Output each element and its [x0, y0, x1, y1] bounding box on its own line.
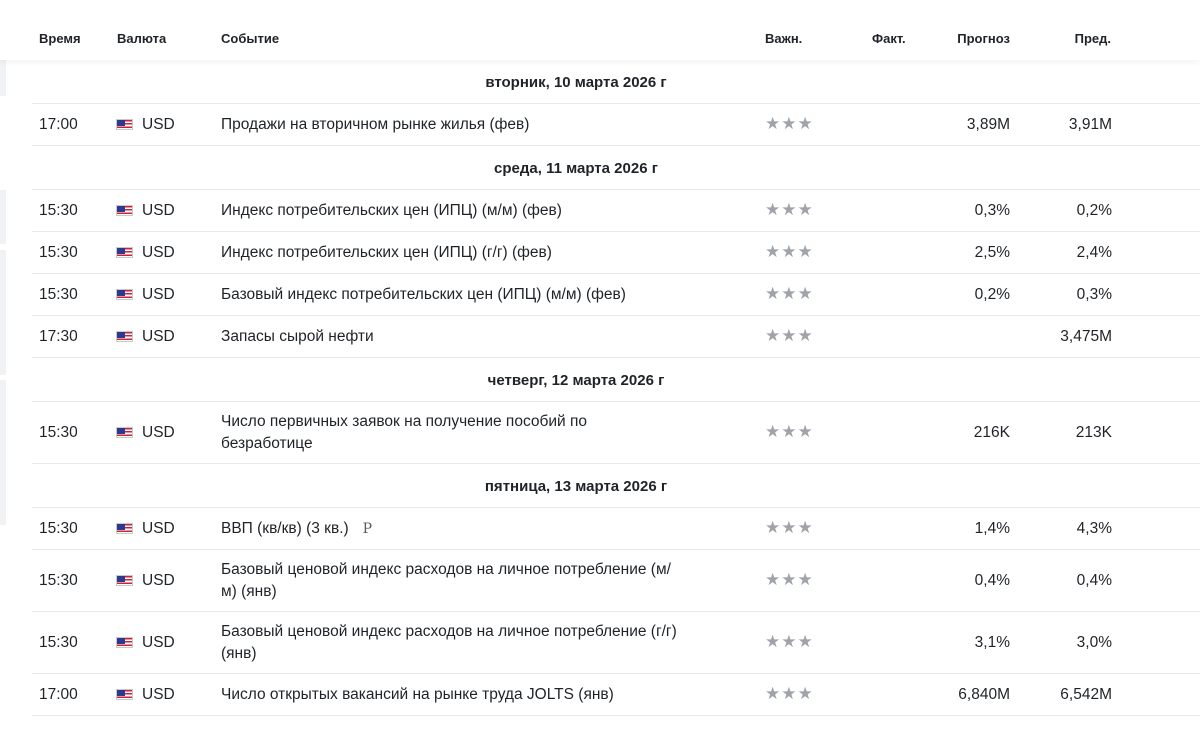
- left-edge-segment: [0, 250, 6, 375]
- event-previous: 3,91M: [1068, 116, 1112, 133]
- event-currency: USD: [142, 116, 175, 133]
- column-header-importance[interactable]: Важн.: [765, 31, 803, 46]
- table-row[interactable]: [32, 274, 1200, 316]
- event-time: 15:30: [39, 520, 78, 537]
- us-flag-icon: [116, 424, 133, 442]
- event-time: 15:30: [39, 634, 78, 651]
- day-header-row: [32, 146, 1200, 190]
- event-currency: USD: [142, 424, 175, 441]
- event-time: 15:30: [39, 286, 78, 303]
- us-flag-icon: [116, 244, 133, 262]
- event-time: 15:30: [39, 202, 78, 219]
- event-currency: USD: [142, 520, 175, 537]
- us-flag-icon: [116, 328, 133, 346]
- us-flag-icon: [116, 686, 133, 704]
- event-title[interactable]: Продажи на вторичном рынке жилья (фев): [221, 116, 530, 133]
- importance-stars-icon: ★★★: [765, 422, 814, 441]
- table-row[interactable]: [32, 550, 1200, 612]
- event-previous: 3,0%: [1076, 634, 1112, 651]
- event-title-group[interactable]: [221, 520, 372, 538]
- column-header-forecast[interactable]: Прогноз: [957, 31, 1010, 46]
- importance-stars-icon: ★★★: [765, 242, 814, 261]
- event-title[interactable]: Базовый ценовой индекс расходов на личное потребление (м/м) (янв): [221, 561, 671, 600]
- column-header-previous[interactable]: Пред.: [1074, 31, 1111, 46]
- day-label: среда, 11 марта 2026 г: [494, 160, 658, 177]
- us-flag-icon: [116, 286, 133, 304]
- importance-stars-icon: ★★★: [765, 684, 814, 703]
- day-label: пятница, 13 марта 2026 г: [484, 478, 668, 495]
- event-time: 15:30: [39, 424, 78, 441]
- importance-stars-icon: ★★★: [765, 114, 814, 133]
- table-row[interactable]: [32, 232, 1200, 274]
- event-title[interactable]: Число открытых вакансий на рынке труда JOLTS (янв): [221, 686, 614, 703]
- event-forecast: 3,1%: [974, 634, 1010, 651]
- preliminary-mark: P: [362, 521, 373, 537]
- event-currency: USD: [142, 572, 175, 589]
- event-forecast: 0,2%: [974, 286, 1010, 303]
- us-flag-icon: [116, 116, 133, 134]
- event-currency: USD: [142, 244, 175, 261]
- importance-stars-icon: ★★★: [765, 570, 814, 589]
- event-currency: USD: [142, 328, 175, 345]
- day-label: вторник, 10 марта 2026 г: [485, 74, 667, 91]
- event-currency: USD: [142, 202, 175, 219]
- us-flag-icon: [116, 520, 133, 538]
- event-forecast: 216K: [973, 424, 1010, 441]
- importance-stars-icon: ★★★: [765, 326, 814, 345]
- importance-stars-icon: ★★★: [765, 200, 814, 219]
- event-time: 15:30: [39, 572, 78, 589]
- event-currency: USD: [142, 686, 175, 703]
- event-forecast: 3,89M: [966, 116, 1010, 133]
- left-edge-segment: [0, 190, 6, 244]
- event-previous: 3,475M: [1060, 328, 1112, 345]
- event-forecast: 0,4%: [974, 572, 1010, 589]
- event-title[interactable]: Индекс потребительских цен (ИПЦ) (м/м) (фев): [221, 202, 562, 219]
- day-header-row: [32, 358, 1200, 402]
- table-row[interactable]: [32, 316, 1200, 358]
- event-previous: 0,4%: [1076, 572, 1112, 589]
- column-header-event[interactable]: Событие: [221, 31, 280, 46]
- day-label: четверг, 12 марта 2026 г: [487, 372, 665, 389]
- table-row[interactable]: [32, 402, 1200, 464]
- event-currency: USD: [142, 634, 175, 651]
- calendar-table-body: [32, 60, 1200, 716]
- table-row[interactable]: [32, 674, 1200, 716]
- importance-stars-icon: ★★★: [765, 518, 814, 537]
- event-previous: 0,3%: [1076, 286, 1112, 303]
- column-header-time[interactable]: Время: [39, 31, 81, 46]
- event-previous: 2,4%: [1076, 244, 1112, 261]
- event-previous: 0,2%: [1076, 202, 1112, 219]
- event-forecast: 2,5%: [974, 244, 1010, 261]
- event-time: 17:00: [39, 686, 78, 703]
- event-time: 17:30: [39, 328, 78, 345]
- us-flag-icon: [116, 202, 133, 220]
- event-forecast: 6,840M: [958, 686, 1010, 703]
- event-title[interactable]: Базовый индекс потребительских цен (ИПЦ) (м/м) (фев): [221, 286, 626, 303]
- day-header-row: [32, 60, 1200, 104]
- event-time: 17:00: [39, 116, 78, 133]
- left-edge-segment: [0, 380, 6, 525]
- importance-stars-icon: ★★★: [765, 284, 814, 303]
- table-row[interactable]: [32, 508, 1200, 550]
- event-title[interactable]: ВВП (кв/кв) (3 кв.): [221, 520, 349, 537]
- day-header-row: [32, 464, 1200, 508]
- column-header-actual[interactable]: Факт.: [872, 31, 906, 46]
- importance-stars-icon: ★★★: [765, 632, 814, 651]
- left-edge-strip: [0, 0, 6, 733]
- event-title[interactable]: Запасы сырой нефти: [221, 328, 374, 345]
- event-time: 15:30: [39, 244, 78, 261]
- event-previous: 213K: [1075, 424, 1112, 441]
- event-title[interactable]: Число первичных заявок на получение пособий по безработице: [221, 413, 587, 452]
- event-currency: USD: [142, 286, 175, 303]
- table-row[interactable]: [32, 612, 1200, 674]
- column-header-currency[interactable]: Валюта: [117, 31, 167, 46]
- event-previous: 6,542M: [1060, 686, 1112, 703]
- table-header: [0, 0, 1200, 60]
- us-flag-icon: [116, 634, 133, 652]
- event-forecast: 1,4%: [974, 520, 1010, 537]
- event-title[interactable]: Базовый ценовой индекс расходов на личное потребление (г/г) (янв): [221, 623, 677, 662]
- event-title[interactable]: Индекс потребительских цен (ИПЦ) (г/г) (фев): [221, 244, 552, 261]
- table-row[interactable]: [32, 190, 1200, 232]
- us-flag-icon: [116, 572, 133, 590]
- table-row[interactable]: [32, 104, 1200, 146]
- event-previous: 4,3%: [1076, 520, 1112, 537]
- event-forecast: 0,3%: [974, 202, 1010, 219]
